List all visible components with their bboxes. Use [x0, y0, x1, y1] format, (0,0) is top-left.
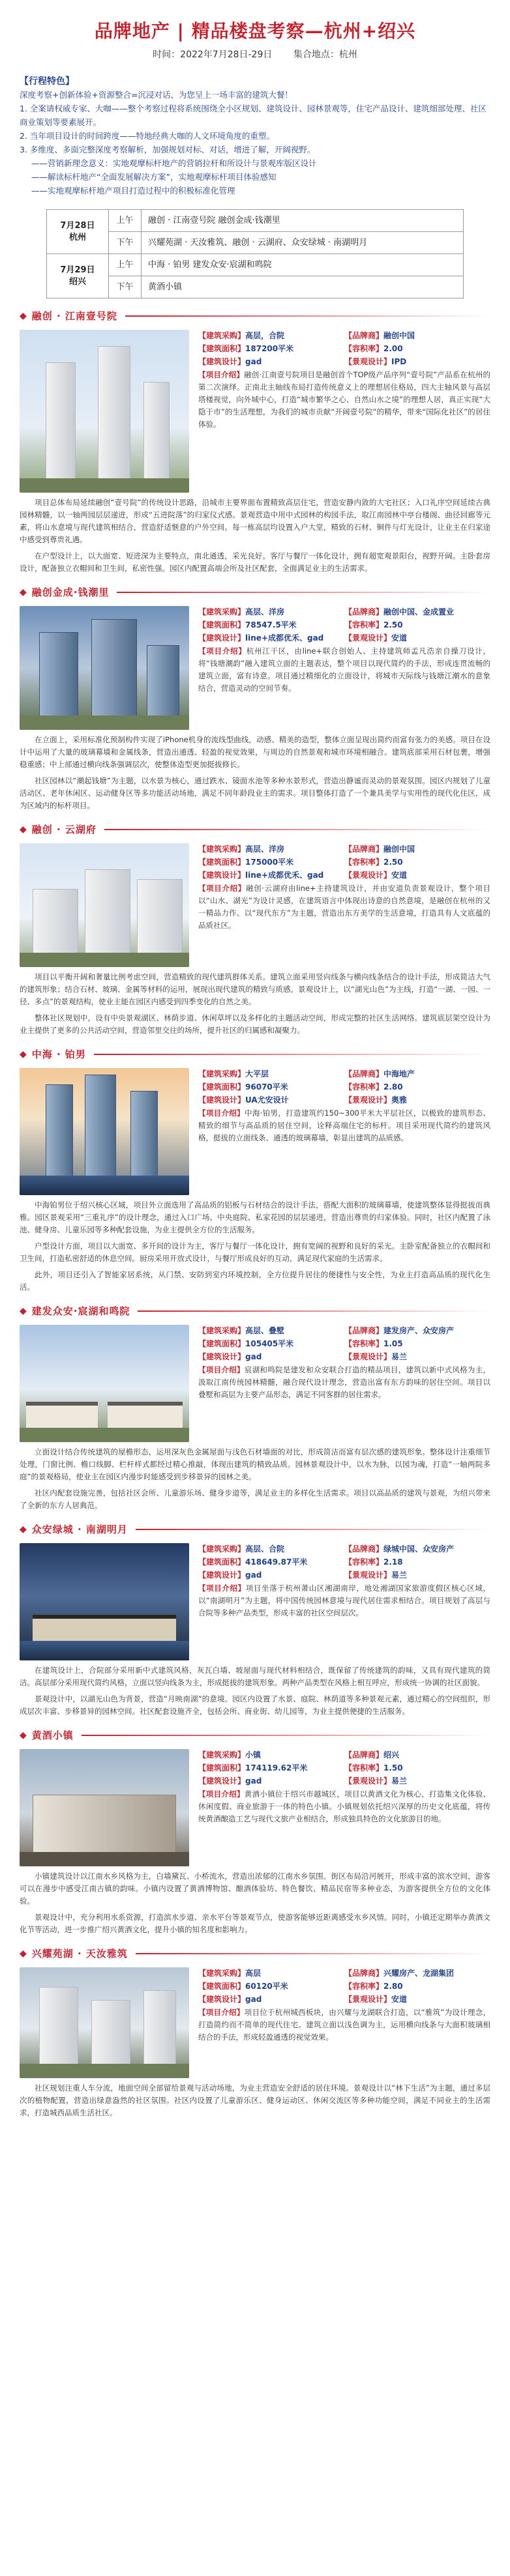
field-row: 【建筑面积】60120平米 【容积率】2.80	[198, 1982, 403, 1991]
feature-subline: ——营销新理念意义：实地观摩标杆地产的营销拉杆和所设计与景观库版区设计	[31, 158, 317, 168]
diamond-icon: ◆	[20, 1305, 27, 1316]
feature-line: 深度考察+创新体验+资源整合=沉浸对话、为您呈上一场丰富的建筑大餐！	[20, 90, 293, 100]
field-row: 【建筑采购】高层、洋房 【品牌商】融创中国、金成置业	[198, 607, 455, 616]
page-title: 品牌地产 | 精品楼盘考察—杭州+绍兴	[94, 20, 416, 42]
schedule-activity: 黄酒小镇	[142, 276, 464, 298]
field-row: 【建筑采购】小镇 【品牌商】绍兴	[198, 1750, 400, 1759]
project-card	[20, 1749, 490, 1866]
project-card	[20, 1543, 490, 1660]
schedule-activity: 融创 · 江南壹号院 融创金成·钱潮里	[142, 210, 464, 232]
field-row: 【建筑设计】gad 【景观设计】易兰	[198, 1570, 408, 1580]
feature-subline: ——实地观摩标杆地产项目打造过程中的积极标准化管理	[31, 186, 235, 195]
project-photo	[20, 1749, 189, 1866]
project-name: 融创金成·钱潮里	[31, 586, 110, 598]
project-body: 项目总体布局延续融创“壹号院”的传统设计思路，沿城市主要界面布置精致高层住宅，营造安静内敛的大宅社区；入口礼序空间延续古典园林精髓，以一轴两园层层递进，形成“五进院落”的归家仪式感。景观营造中用中式园林的构园手法，取江南园林中亭台楼阁、曲径回廊等元素，将山水意境与现代建筑相结合，营造舒适惬意的户外空间。每一栋高层均设置入户大堂，精致的石材、铜件与灯光设计，让业主在归家途中感受到尊贵礼遇。	[20, 498, 490, 544]
project-intro: 【项目介绍】杭州江干区，由line+联合创始人、主持建筑师孟凡浩亲自操刀设计，将“钱塘潮韵”融入建筑立面的主题表达，整个项目以现代简约的手法，形成连贯流畅的建筑立面，富有诗意。项目通过精细化的立面设计，将城市天际线与钱塘江潮水的意象结合，营造灵动的空间节奏。	[198, 646, 491, 693]
project-info	[198, 1749, 490, 1866]
project-name: 融创 · 江南壹号院	[31, 310, 117, 322]
field-row: 【建筑设计】line+成都优禾、gad 【景观设计】安道	[198, 633, 408, 643]
project-card	[20, 1068, 490, 1195]
feature-subline: ——解读标杆地产“全面发展解决方案”，实地观摩标杆项目体验感知	[31, 172, 277, 182]
schedule-city: 绍兴	[68, 276, 86, 287]
field-row: 【建筑面积】175000平米 【容积率】2.50	[198, 858, 403, 867]
field-row: 【建筑面积】96070平米 【容积率】2.80	[198, 1082, 403, 1092]
project-name: 建发众安·宸湖和鸣院	[31, 1305, 130, 1317]
project-heading	[20, 1945, 490, 1962]
project-card	[20, 1967, 490, 2078]
project-name: 融创 · 云湖府	[31, 823, 97, 835]
diamond-icon: ◆	[20, 586, 27, 598]
feature-line: 1. 全案请权威专家、大咖——整个考察过程将系统围绕全小区规划、建筑设计、园林景观等，住宅产品设计、建筑细部处理、社区商业策划等要素展开。	[20, 104, 487, 127]
field-row: 【建筑设计】gad 【景观设计】易兰	[198, 1352, 408, 1361]
heading-rule	[125, 315, 490, 317]
project-intro: 【项目介绍】中海·铂男，打造建筑约150~300平米大平层社区，以极致的建筑形态、精致的细节与高品质的居住空间，诠释高端住宅的标杆。项目采用现代简约的建筑风格，挺拔的立面线条、通透的玻璃幕墙，彰显出建筑的品质感。	[198, 1108, 490, 1142]
field-row: 【建筑采购】高层、叠墅 【品牌商】建发房产、众安房产	[198, 1326, 455, 1335]
project-photo	[20, 1325, 189, 1442]
schedule-half: 上午	[109, 254, 142, 276]
project-intro: 【项目介绍】项目坐落于杭州萧山区湘湖南岸，地处湘湖国家旅游度假区核心区域，以“南湖明月”为主题，将中国传统园林意境与现代居住需求相结合。项目规划了高层与合院等多种产品类型，形成丰富的社区空间层次。	[198, 1584, 490, 1617]
heading-rule	[136, 1529, 490, 1530]
diamond-icon: ◆	[20, 1524, 27, 1535]
trip-meta	[20, 48, 490, 61]
feature-line: 2. 当年项目设计的时间跨度——特地经典大咖的人文环境角度的重塑。	[20, 131, 275, 141]
schedule-row	[47, 210, 464, 232]
diamond-icon: ◆	[20, 1729, 27, 1741]
project-card	[20, 843, 490, 967]
project-info	[198, 843, 490, 967]
project-card	[20, 606, 490, 730]
feature-line: 3. 多维度、多面完整深度考察解析，加强规划对标、对话，增进了解，开阔视野。	[20, 145, 316, 154]
project-name: 众安绿城 · 南湖明月	[31, 1523, 128, 1535]
project-intro: 【项目介绍】项目位于杭州城西板块，由兴耀与龙湖联合打造，以“雅筑”为设计理念，打造简约而不简单的现代住宅。建筑立面以浅色调为主，运用横向线条与大面积玻璃相结合的手法，形成轻盈通透的视觉效果。	[198, 2008, 490, 2042]
heading-rule	[104, 829, 490, 830]
project-body: 在建筑设计上，合院部分采用新中式建筑风格，灰瓦白墙、坡屋面与现代材料相结合，既保留了传统建筑的韵味，又具有现代建筑的简洁。高层部分采用现代简约风格，立面以竖向线条为主，形成挺拔的建筑形象。两种产品类型在风格上相互呼应，形成统一协调的社区面貌。	[20, 1666, 490, 1687]
field-row: 【建筑面积】78547.5平米 【容积率】2.50	[198, 620, 403, 630]
field-row: 【建筑采购】高层、合院 【品牌商】绿城中国、众安房产	[198, 1544, 455, 1554]
field-row: 【建筑设计】gad 【景观设计】安道	[198, 1995, 408, 2004]
project-heading	[20, 1303, 490, 1320]
field-row: 【建筑设计】gad 【景观设计】易兰	[198, 1776, 408, 1786]
project-heading	[20, 584, 490, 601]
field-row: 【建筑面积】105405平米 【容积率】1.05	[198, 1339, 403, 1348]
project-body: 小镇建筑设计以江南水乡风格为主，白墙黛瓦、小桥流水，营造出浓郁的江南水乡氛围。街区布局沿河展开，形成丰富的滨水空间，游客可以在漫步中感受江南古镇的韵味。小镇内设置了黄酒博物馆、酿酒体验坊、特色餐饮、精品民宿等多种业态，为游客提供全方位的文化体验。	[20, 1872, 490, 1905]
field-row: 【建筑采购】高层、洋房 【品牌商】融创中国	[198, 845, 415, 854]
schedule-table	[46, 209, 464, 298]
heading-rule	[117, 592, 490, 593]
project-heading	[20, 1046, 490, 1063]
project-body: 景观设计中，以湖光山色为背景，营造“月映南湖”的意境。园区内设置了水景、庭院、林荫道等多种景观元素，通过精心的空间组织，形成层次丰富、步移景异的园林空间。社区配套设施齐全，包括会所、商业街、幼儿园等，为业主提供便捷的生活服务。	[20, 1694, 490, 1716]
diamond-icon: ◆	[20, 1948, 27, 1959]
schedule-half: 下午	[109, 232, 142, 254]
schedule-row	[47, 276, 464, 298]
project-body: 项目以平衡开阔和奢量比例考虑空间，营造精致的现代建筑群体关系。建筑立面采用竖向线条与横向线条结合的设计手法，形成简洁大气的建筑形象；结合石材、玻璃、金属等材料的运用，展现出现代建筑的精致与质感。景观设计上，以“湖光山色”为主线，打造“一湖、一园、一径、多点”的景观结构，使业主能在园区内感受到四季变化的自然之美。	[20, 972, 490, 1006]
schedule-day-cell	[47, 254, 109, 298]
field-row: 【建筑采购】高层，合院 【品牌商】融创中国	[198, 331, 415, 340]
project-info	[198, 1068, 490, 1195]
project-card	[20, 1325, 490, 1442]
diamond-icon: ◆	[20, 1049, 27, 1060]
heading-rule	[82, 1735, 490, 1736]
heading-rule	[136, 1953, 490, 1954]
project-info	[198, 1967, 490, 2078]
diamond-icon: ◆	[20, 824, 27, 835]
schedule-activity: 中海 · 铂男 建发众安·宸湖和鸣院	[142, 254, 464, 276]
field-row: 【建筑设计】UA尤安设计 【景观设计】奥雅	[198, 1095, 408, 1105]
project-name: 中海 · 铂男	[31, 1048, 86, 1060]
field-row: 【建筑面积】187200平米 【容积率】2.00	[198, 344, 403, 353]
diamond-icon: ◆	[20, 310, 27, 321]
field-row: 【建筑采购】大平层 【品牌商】中海地产	[198, 1069, 415, 1078]
project-body: 此外，项目还引入了智能家居系统，从门禁、安防到室内环境控制，全方位提升居住的便捷性与安全性，为业主打造高品质的现代化生活。	[20, 1270, 490, 1292]
project-body: 整体社区规划中，设有中央景观湖区、林荫步道、休闲草坪以及多样化的主题活动空间，形成完整的社区生活网络。建筑底层架空设计为业主提供了更多的公共活动空间，营造邻里交往的场所，提升社区的归属感和凝聚力。	[20, 1013, 490, 1035]
project-info	[198, 1325, 490, 1442]
project-body: 立面设计结合传统建筑的屋檐形态，运用深灰色金属屋面与浅色石材墙面的对比，形成简洁而富有层次感的建筑形象。整体设计注重细节处理，门窗比例、檐口线脚、栏杆样式都经过精心推敲，体现出建筑的精致品质。园林景观设计中，以水为脉，以园为魂，打造“一轴两院多庭”的景观格局，使业主在园区内漫步时能感受到步移景异的园林之美。	[20, 1447, 490, 1481]
trip-place: 集合地点：杭州	[293, 50, 357, 60]
project-info	[198, 1543, 490, 1660]
project-heading	[20, 821, 490, 838]
project-photo	[20, 1543, 189, 1660]
schedule-day: 7月29日	[60, 265, 95, 275]
project-intro: 【项目介绍】融创·江南壹号院项目是融创首个TOP级产品序列“壹号院”产品系在杭州的第二次演绎。正南北主轴线布局打造传统意义上的理想居住格局，四大主轴风景与高层塔楼视觉，向外城中心，打造“城市繁华之心、自然山水之境”的理想人居，真正实现“大隐于市”的生活理想，为我们的城市贡献“开阔壹号院”的精华，带来“国际化社区”的居住体验。	[198, 370, 490, 429]
project-info	[198, 330, 490, 493]
project-photo	[20, 606, 189, 730]
features-heading: 【行程特色】	[20, 76, 74, 87]
schedule-half: 上午	[109, 210, 142, 232]
project-body: 景观设计中，充分利用水系资源，打造滨水步道、亲水平台等景观节点，使游客能够近距离感受水乡风情。同时，小镇还定期举办黄酒文化节等活动，进一步推广绍兴黄酒文化，提升小镇的知名度和影响力。	[20, 1913, 490, 1934]
project-heading	[20, 1521, 490, 1538]
project-intro: 【项目介绍】宸湖和鸣院是建发和众安联合打造的精品项目，建筑以新中式风格为主，汲取江南传统园林精髓，融合现代设计理念，营造出富有东方韵味的居住空间。项目以叠墅和高层为主要产品形态，满足不同客群的居住需求。	[198, 1365, 491, 1399]
heading-rule	[138, 1310, 490, 1312]
schedule-activity: 兴耀苑湖 · 天汝雅筑、融创 · 云湖府、众安绿城 · 南湖明月	[142, 232, 464, 254]
field-row: 【建筑设计】gad 【景观设计】IPD	[198, 357, 407, 366]
schedule-day-cell	[47, 210, 109, 254]
project-body: 户型设计方面，项目以大面宽、多开间的设计为主，客厅与餐厅一体化设计，拥有宽阔的视野和良好的采光。主卧室配备独立的衣帽间和卫生间，打造私密舒适的休息空间。厨房采用开放式设计，与餐厅形成良好的互动，满足现代家庭的生活需求。	[20, 1241, 490, 1263]
project-intro: 【项目介绍】融创·云湖府由line+主持建筑设计，并由安道负责景观设计，整个项目以“山水、湖光”为设计灵感，在建筑语言中体现出诗意的自然意境，是融创在杭州的又一精品力作。以“现代东方”为主题，营造出东方美学的生活意境，打造具有人文底蕴的品质社区。	[198, 884, 490, 930]
project-intro: 【项目介绍】黄酒小镇位于绍兴市越城区，项目以黄酒文化为核心，打造集文化体验、休闲度假、商业旅游于一体的特色小镇。小镇规划依托绍兴深厚的历史文化底蕴，将传统黄酒酿造工艺与现代文旅产业相结合，形成独具特色的文化旅游目的地。	[198, 1789, 491, 1823]
project-body: 中海铂男位于绍兴核心区域，项目外立面选用了高品质的铝板与石材结合的设计手法，搭配大面积的玻璃幕墙，使建筑整体显得挺拔而典雅。园区景观采用“三重礼序”的设计理念，通过入口广场、中央庭院、私家花园的层层递进，营造出尊贵的归家体验。同时，社区内配置了泳池、健身房、儿童乐园等多种配套设施，为业主提供全方位的生活服务。	[20, 1200, 490, 1234]
project-body: 社区内配套设施完善，包括社区会所、儿童游乐场、健身步道等，满足业主的多样化生活需求。项目以高品质的建筑与景观，为绍兴带来了全新的东方人居典范。	[20, 1488, 490, 1510]
project-photo	[20, 1068, 189, 1195]
project-body: 在户型设计上，以大面宽、短进深为主要特点，南北通透，采光良好。客厅与餐厅一体化设计，拥有超宽观景阳台，视野开阔。主卧套房设计，配备独立衣帽间和卫生间，私密性强。园区内配置高端会所及社区配套，全面满足业主的生活需求。	[20, 551, 490, 573]
project-name: 兴耀苑湖 · 天汝雅筑	[31, 1947, 128, 1960]
project-info	[198, 606, 490, 730]
field-row: 【建筑面积】418649.87平米 【容积率】2.18	[198, 1557, 403, 1567]
project-photo	[20, 843, 189, 967]
project-body: 社区园林以“潮起钱塘”为主题，以水景为核心，通过跌水、镜面水池等多种水景形式，营造出静谧而灵动的景观氛围。园区内规划了儿童活动区、老年休闲区、运动健身区等多功能活动场地，满足不同年龄段业主的需求。项目整体打造了一个兼具美学与实用性的现代化住区，成为区域内的标杆项目。	[20, 776, 490, 810]
field-row: 【建筑设计】line+成都优禾、gad 【景观设计】安道	[198, 871, 408, 880]
trip-features	[20, 76, 490, 197]
project-body: 社区规划注重人车分流，地面空间全部留给景观与活动场地，为业主营造安全舒适的居住环境。景观设计以“林下生活”为主题，通过多层次的植物配置，营造出绿意盎然的社区氛围。社区内设置了儿童游乐区、健身运动区、休闲交流区等多种功能空间，满足不同业主的生活需求，打造城西品质生活社区。	[20, 2083, 490, 2117]
heading-rule	[94, 1054, 490, 1055]
project-heading	[20, 1727, 490, 1744]
schedule-day: 7月28日	[60, 220, 95, 231]
project-card	[20, 330, 490, 493]
field-row: 【建筑采购】高层 【品牌商】兴耀房产、龙湖集团	[198, 1969, 455, 1978]
project-body: 在立面上，采用标准化预制构件实现了iPhone机身的流线型曲线，动感、精美的造型，整体立面呈现出简约而富有张力的美感。项目在设计中运用了大量的玻璃幕墙和金属线条，营造出通透、轻盈的视觉效果，与周边的自然景观和城市环境相融合。建筑底部采用石材包裹，增强稳重感；中上部通过横向线条强调层次，使整体造型更加挺拔修长。	[20, 735, 490, 769]
project-name: 黄酒小镇	[31, 1729, 74, 1741]
trip-time: 时间：2022年7月28日-29日	[153, 50, 273, 60]
project-heading	[20, 308, 490, 325]
schedule-city: 杭州	[68, 232, 86, 242]
schedule-half: 下午	[109, 276, 142, 298]
project-photo	[20, 1967, 189, 2078]
project-photo	[20, 330, 189, 493]
schedule-row	[47, 254, 464, 276]
field-row: 【建筑面积】174119.62平米 【容积率】1.50	[198, 1763, 403, 1773]
schedule-row	[47, 232, 464, 254]
